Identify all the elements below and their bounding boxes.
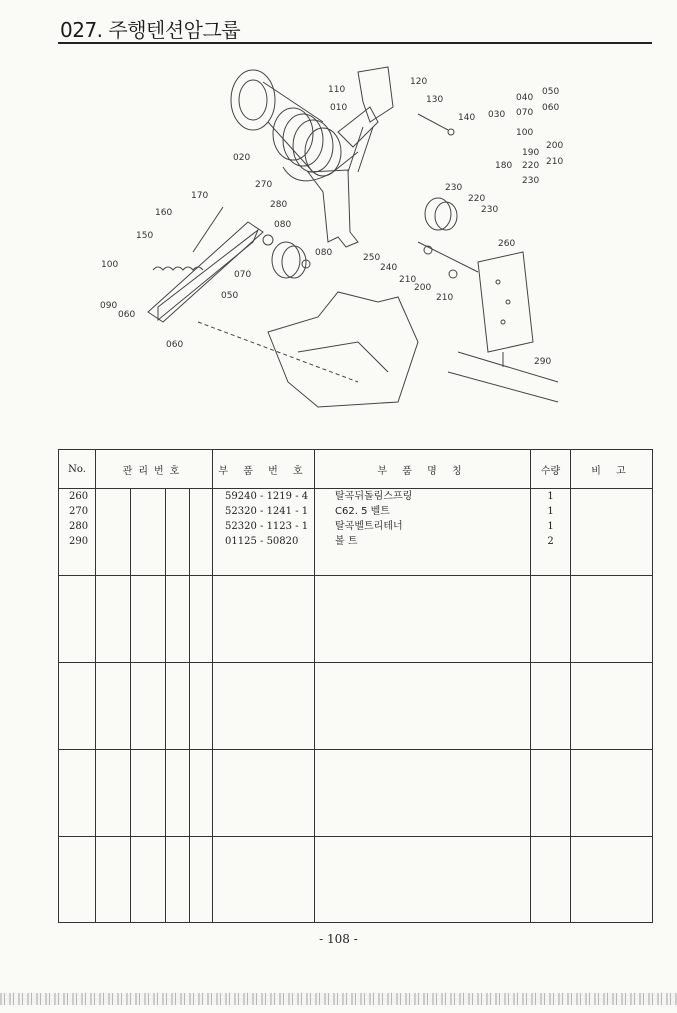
label-270: 270 bbox=[255, 180, 273, 190]
empty-row bbox=[59, 576, 653, 663]
part-no-column bbox=[213, 489, 315, 576]
empty-row bbox=[59, 663, 653, 750]
row-no: 260 bbox=[69, 491, 89, 502]
label-090: 090 bbox=[100, 301, 118, 311]
label-290: 290 bbox=[534, 357, 552, 367]
label-100-set: 100 bbox=[516, 128, 534, 138]
label-180: 180 bbox=[495, 161, 513, 171]
label-070-set: 070 bbox=[516, 108, 534, 118]
label-200-set: 200 bbox=[546, 141, 564, 151]
pulley-housing-shape bbox=[231, 70, 275, 130]
label-220: 220 bbox=[468, 194, 486, 204]
row-part-name: 탈곡뒤돌림스프링 bbox=[335, 491, 413, 502]
header-part-no: 부 품 번 호 bbox=[213, 450, 315, 489]
page-header bbox=[58, 14, 652, 44]
label-250: 250 bbox=[363, 253, 381, 263]
label-120: 120 bbox=[410, 77, 428, 87]
header-qty: 수량 bbox=[531, 450, 571, 489]
row-qty: 2 bbox=[547, 536, 554, 547]
row-qty: 1 bbox=[547, 506, 554, 517]
row-part-no: 59240 - 1219 - 4 bbox=[225, 491, 309, 502]
label-100: 100 bbox=[101, 260, 119, 270]
table-row bbox=[59, 489, 653, 576]
label-230-right: 230 bbox=[481, 205, 499, 215]
label-230-top: 230 bbox=[445, 183, 463, 193]
label-060-left: 060 bbox=[118, 310, 136, 320]
label-160: 160 bbox=[155, 208, 173, 218]
label-240: 240 bbox=[380, 263, 398, 273]
label-210-mid: 210 bbox=[399, 275, 417, 285]
label-050-set: 050 bbox=[542, 87, 560, 97]
label-020: 020 bbox=[233, 153, 251, 163]
row-part-name: 탈곡벨트리테너 bbox=[335, 521, 403, 532]
row-no: 270 bbox=[69, 506, 89, 517]
row-part-no: 01125 - 50820 bbox=[225, 536, 299, 547]
label-060-bottom: 060 bbox=[166, 340, 184, 350]
tension-pulley-shape bbox=[272, 242, 300, 278]
diagram-svg bbox=[58, 52, 652, 432]
label-110: 110 bbox=[328, 85, 346, 95]
label-080-lower: 080 bbox=[315, 248, 333, 258]
label-030: 030 bbox=[488, 110, 506, 120]
label-200: 200 bbox=[414, 283, 432, 293]
header-rule bbox=[58, 42, 652, 44]
row-no: 280 bbox=[69, 521, 89, 532]
row-part-no: 52320 - 1123 - 1 bbox=[225, 521, 309, 532]
parts-table bbox=[58, 449, 653, 923]
label-220-set: 220 bbox=[522, 161, 540, 171]
remark-cell bbox=[571, 489, 653, 576]
label-170: 170 bbox=[191, 191, 209, 201]
label-190: 190 bbox=[522, 148, 540, 158]
exploded-parts-diagram bbox=[58, 52, 652, 432]
part-name-column bbox=[315, 489, 531, 576]
label-040: 040 bbox=[516, 93, 534, 103]
label-210-set: 210 bbox=[546, 157, 564, 167]
table-header-row bbox=[59, 450, 653, 489]
empty-row bbox=[59, 837, 653, 923]
row-part-no: 52320 - 1241 - 1 bbox=[225, 506, 309, 517]
label-230-set: 230 bbox=[522, 176, 540, 186]
row-qty: 1 bbox=[547, 521, 554, 532]
label-150: 150 bbox=[136, 231, 154, 241]
label-050: 050 bbox=[221, 291, 239, 301]
row-part-name: C62. 5 벨트 bbox=[335, 506, 390, 517]
bracket-shape bbox=[358, 67, 393, 122]
label-070: 070 bbox=[234, 270, 252, 280]
page-number: - 108 - bbox=[319, 932, 358, 946]
empty-row bbox=[59, 750, 653, 837]
label-060-set: 060 bbox=[542, 103, 560, 113]
row-qty: 1 bbox=[547, 491, 554, 502]
label-140: 140 bbox=[458, 113, 476, 123]
header-part-name: 부 품 명 칭 bbox=[315, 450, 531, 489]
label-280: 280 bbox=[270, 200, 288, 210]
label-210: 210 bbox=[436, 293, 454, 303]
retainer-shape bbox=[308, 170, 358, 247]
label-130: 130 bbox=[426, 95, 444, 105]
header-no: No. bbox=[59, 450, 96, 489]
row-part-name: 볼 트 bbox=[335, 536, 358, 547]
no-column bbox=[59, 489, 96, 576]
scan-artifact-strip bbox=[0, 993, 677, 1005]
qty-column bbox=[531, 489, 571, 576]
label-080-upper: 080 bbox=[274, 220, 292, 230]
header-mgmt-no: 관리번호 bbox=[96, 450, 213, 489]
label-260: 260 bbox=[498, 239, 516, 249]
page-title: 027. 주행텐션암그룹 bbox=[60, 18, 241, 42]
engine-block-shape bbox=[268, 292, 418, 407]
label-010: 010 bbox=[330, 103, 348, 113]
row-no: 290 bbox=[69, 536, 89, 547]
header-remark: 비 고 bbox=[571, 450, 653, 489]
